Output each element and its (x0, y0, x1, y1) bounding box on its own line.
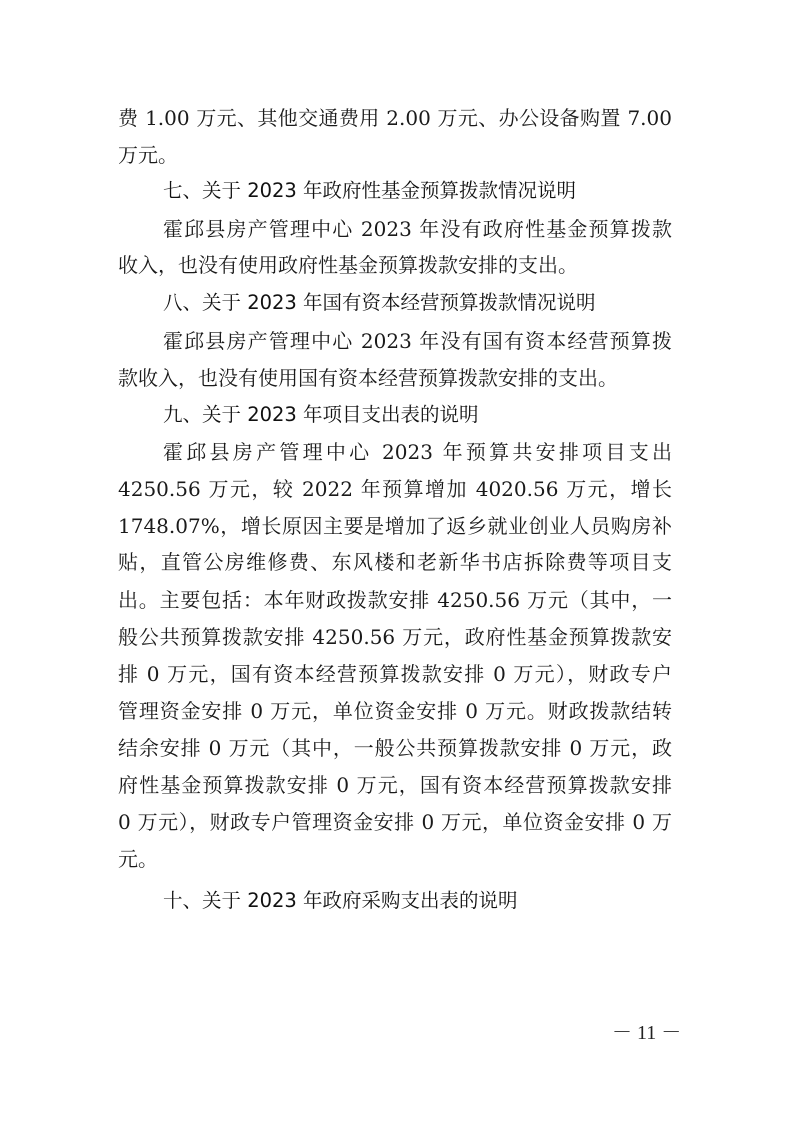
section-heading-8: 八、关于 2023 年国有资本经营预算拨款情况说明 (163, 291, 596, 314)
body-line: 费 1.00 万元、其他交通费用 2.00 万元、办公设备购置 7.00 (118, 106, 672, 130)
body-line: 0 万元），财政专户管理资金安排 0 万元，单位资金安排 0 万 (118, 810, 672, 834)
body-line: 收入，也没有使用政府性基金预算拨款安排的支出。 (118, 253, 578, 277)
section-heading-9: 九、关于 2023 年项目支出表的说明 (163, 403, 479, 426)
section-heading-10: 十、关于 2023 年政府采购支出表的说明 (163, 889, 518, 912)
body-line: 霍邱县房产管理中心 2023 年没有国有资本经营预算拨 (163, 329, 672, 353)
body-line: 结余安排 0 万元（其中，一般公共预算拨款安排 0 万元，政 (118, 736, 672, 760)
page-number: － 11 － (612, 1022, 682, 1044)
body-line: 霍邱县房产管理中心 2023 年没有政府性基金预算拨款 (163, 217, 672, 241)
section-heading-7: 七、关于 2023 年政府性基金预算拨款情况说明 (163, 179, 577, 202)
body-line: 出。主要包括：本年财政拨款安排 4250.56 万元（其中，一 (118, 588, 672, 612)
body-line: 管理资金安排 0 万元，单位资金安排 0 万元。财政拨款结转 (118, 699, 672, 723)
body-line: 4250.56 万元，较 2022 年预算增加 4020.56 万元，增长 (118, 477, 672, 501)
body-line: 排 0 万元，国有资本经营预算拨款安排 0 万元），财政专户 (118, 662, 672, 686)
body-line: 万元。 (118, 143, 178, 167)
body-line: 霍邱县房产管理中心 2023 年预算共安排项目支出 (163, 440, 672, 464)
body-line: 贴，直管公房维修费、东风楼和老新华书店拆除费等项目支 (118, 550, 672, 574)
body-line: 府性基金预算拨款安排 0 万元，国有资本经营预算拨款安排 (118, 773, 672, 797)
body-line: 1748.07%，增长原因主要是增加了返乡就业创业人员购房补 (118, 514, 672, 538)
body-line: 般公共预算拨款安排 4250.56 万元，政府性基金预算拨款安 (118, 625, 672, 649)
body-line: 元。 (118, 847, 158, 871)
body-line: 款收入，也没有使用国有资本经营预算拨款安排的支出。 (118, 366, 618, 390)
